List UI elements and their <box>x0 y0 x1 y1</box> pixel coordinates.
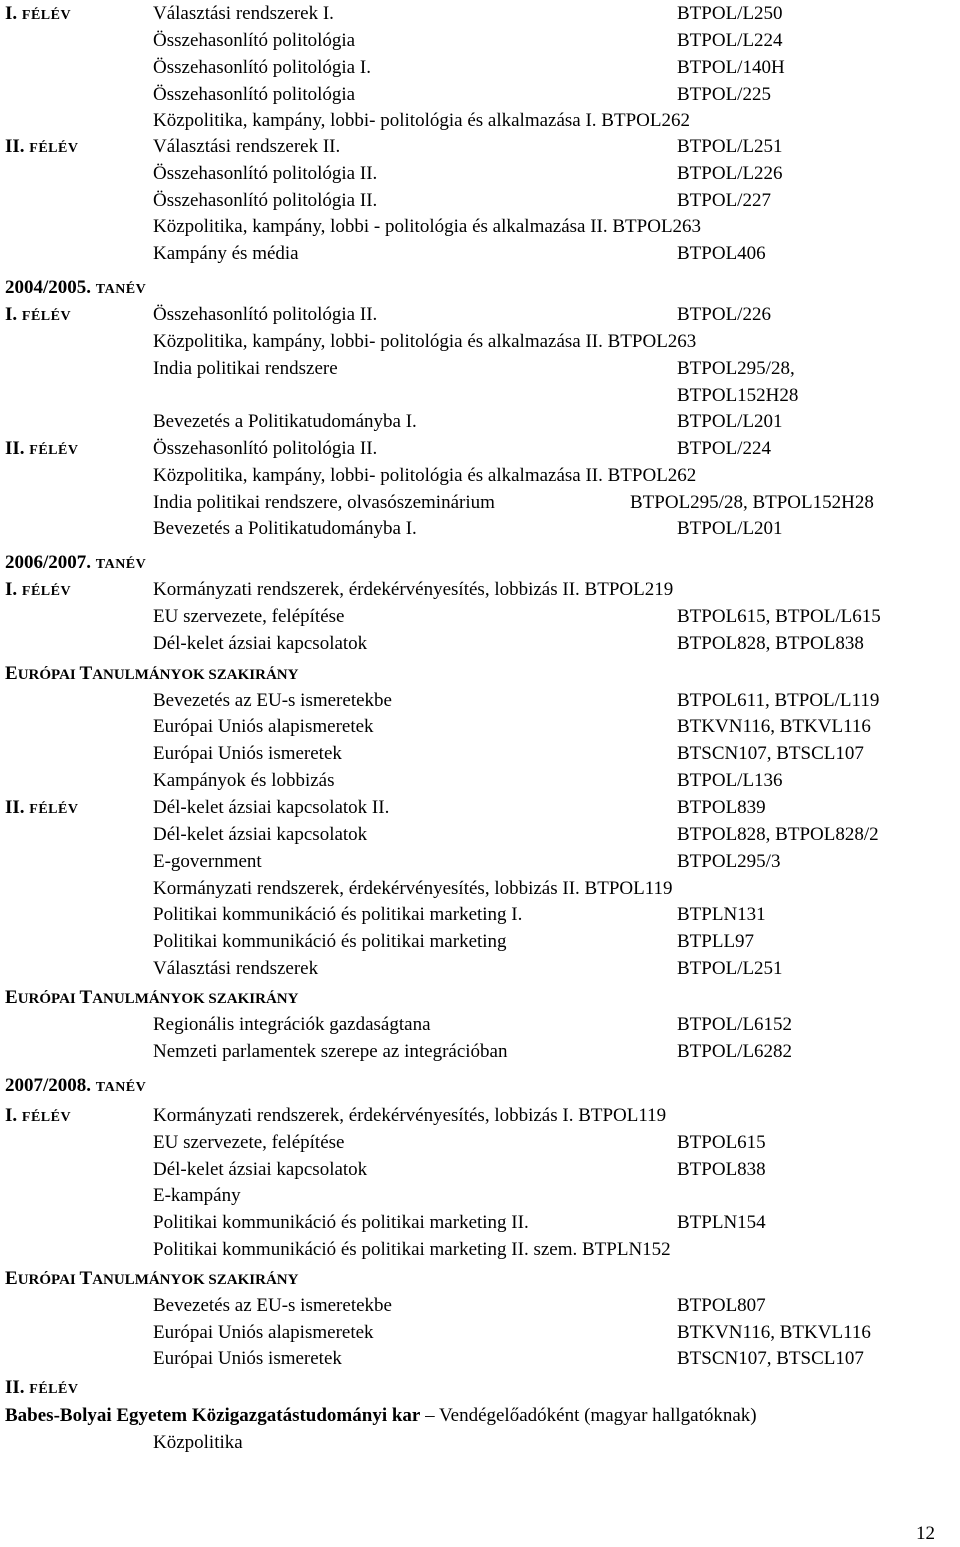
academic-year-heading <box>5 550 146 578</box>
course-code: BTPOL828, BTPOL838 <box>677 633 864 654</box>
list-item <box>0 1375 960 1401</box>
course-name: Összehasonlító politológia II. <box>153 304 378 325</box>
course-code: BTPOL406 <box>677 243 766 264</box>
list-item <box>0 409 960 435</box>
specialization-part: ANULMÁNYOK SZAKIRÁNY <box>92 1272 299 1288</box>
course-name: Európai Uniós alapismeretek <box>153 716 374 737</box>
list-item <box>0 463 960 489</box>
course-code: BTPOL828, BTPOL828/2 <box>677 824 879 845</box>
course-line: Közpolitika, kampány, lobbi- politológia és alkalmazása II. BTPOL262 <box>153 465 697 486</box>
semester-label <box>5 134 78 162</box>
list-item <box>0 550 960 576</box>
list-item <box>0 490 960 516</box>
list-item <box>0 604 960 630</box>
semester-number: I. <box>5 304 22 325</box>
list-item <box>0 902 960 928</box>
course-code: BTKVN116, BTKVL116 <box>677 1322 871 1343</box>
course-code: BTSCN107, BTSCL107 <box>677 743 864 764</box>
course-code: BTPOL807 <box>677 1295 766 1316</box>
course-line: Kormányzati rendszerek, érdekérvényesítés, lobbizás II. BTPOL219 <box>153 579 674 600</box>
list-item <box>0 714 960 740</box>
course-name: EU szervezete, felépítése <box>153 1132 345 1153</box>
course-name: Regionális integrációk gazdaságtana <box>153 1014 431 1035</box>
semester-label <box>5 577 71 605</box>
list-item <box>0 55 960 81</box>
course-code: BTPOL/L136 <box>677 770 783 791</box>
semester-word: FÉLÉV <box>21 1110 72 1125</box>
semester-word: FÉLÉV <box>29 443 79 458</box>
course-code: BTPLL97 <box>677 931 755 952</box>
list-item <box>0 768 960 794</box>
course-code: BTPOL/225 <box>677 84 771 105</box>
course-code: BTPLN131 <box>677 904 766 925</box>
course-code: BTKVN116, BTKVL116 <box>677 716 871 737</box>
specialization-part: E <box>5 987 18 1008</box>
list-item <box>0 929 960 955</box>
academic-year-word: TANÉV <box>95 557 147 572</box>
list-item <box>0 1039 960 1065</box>
course-name: Dél-kelet ázsiai kapcsolatok <box>153 824 368 845</box>
course-code: BTPOL/L250 <box>677 3 783 24</box>
course-code: BTPOL611, BTPOL/L119 <box>677 690 880 711</box>
course-name: Bevezetés a Politikatudományba I. <box>153 518 417 539</box>
university-name: Babes-Bolyai Egyetem Közigazgatástudományi kar <box>5 1405 421 1426</box>
list-item <box>0 383 960 409</box>
course-name: E-kampány <box>153 1185 241 1206</box>
list-item <box>0 1183 960 1209</box>
course-code: BTPOL/L6282 <box>677 1041 793 1062</box>
list-item <box>0 1 960 27</box>
course-name: Politikai kommunikáció és politikai marketing II. <box>153 1212 529 1233</box>
specialization-part: URÓPAI <box>17 991 80 1007</box>
semester-number: I. <box>5 1105 22 1126</box>
course-name: Nemzeti parlamentek szerepe az integrációban <box>153 1041 508 1062</box>
list-item <box>0 1403 960 1429</box>
list-item <box>0 956 960 982</box>
list-item <box>0 1346 960 1372</box>
course-name: India politikai rendszere <box>153 358 338 379</box>
guest-lecture-line <box>5 1403 757 1429</box>
semester-number: I. <box>5 579 22 600</box>
academic-year-word: TANÉV <box>95 1080 147 1095</box>
specialization-part: T <box>79 663 93 684</box>
academic-year-heading <box>5 275 146 303</box>
list-item <box>0 822 960 848</box>
semester-label <box>5 795 78 823</box>
guest-lecture-note: – Vendégelőadóként (magyar hallgatóknak) <box>420 1405 757 1426</box>
course-name: Választási rendszerek II. <box>153 136 341 157</box>
semester-word: FÉLÉV <box>29 141 79 156</box>
list-item <box>0 688 960 714</box>
course-name: Kampányok és lobbizás <box>153 770 335 791</box>
course-code: BTPOL295/3 <box>677 851 781 872</box>
semester-number: II. <box>5 1377 30 1398</box>
course-code: BTPOL838 <box>677 1159 766 1180</box>
course-code: BTPLN154 <box>677 1212 766 1233</box>
semester-label <box>5 436 78 464</box>
list-item <box>0 1130 960 1156</box>
course-line: Közpolitika, kampány, lobbi - politológia és alkalmazása II. BTPOL263 <box>153 216 702 237</box>
specialization-part: E <box>5 663 18 684</box>
list-item <box>0 241 960 267</box>
course-name: India politikai rendszere, olvasószeminárium <box>153 492 495 513</box>
page-number: 12 <box>916 1523 935 1544</box>
list-item <box>0 302 960 328</box>
list-item <box>0 161 960 187</box>
course-line: Közpolitika, kampány, lobbi- politológia és alkalmazása I. BTPOL262 <box>153 110 690 131</box>
semester-number: II. <box>5 797 30 818</box>
course-name: Összehasonlító politológia <box>153 30 356 51</box>
semester-word: FÉLÉV <box>21 309 72 324</box>
semester-label <box>5 1 71 29</box>
course-name: Kampány és média <box>153 243 299 264</box>
course-line: Kormányzati rendszerek, érdekérvényesítés, lobbizás II. BTPOL119 <box>153 878 673 899</box>
course-code: BTPOL152H28 <box>677 385 799 406</box>
list-item <box>0 329 960 355</box>
specialization-part: URÓPAI <box>17 1272 80 1288</box>
course-name: Dél-kelet ázsiai kapcsolatok <box>153 633 368 654</box>
semester-number: II. <box>5 136 30 157</box>
course-code: BTPOL/224 <box>677 438 771 459</box>
course-name: Összehasonlító politológia II. <box>153 163 378 184</box>
course-name: Dél-kelet ázsiai kapcsolatok <box>153 1159 368 1180</box>
specialization-part: T <box>79 1268 93 1289</box>
course-line: Politikai kommunikáció és politikai marketing II. szem. BTPLN152 <box>153 1239 671 1260</box>
course-name: Összehasonlító politológia I. <box>153 57 371 78</box>
list-item <box>0 188 960 214</box>
course-code: BTPOL/227 <box>677 190 771 211</box>
list-item <box>0 1073 960 1099</box>
specialization-part: URÓPAI <box>17 667 80 683</box>
course-name: Európai Uniós ismeretek <box>153 743 342 764</box>
list-item <box>0 134 960 160</box>
list-item <box>0 1320 960 1346</box>
course-code: BTPOL/L201 <box>677 411 783 432</box>
course-name: Választási rendszerek I. <box>153 3 334 24</box>
list-item <box>0 985 960 1011</box>
list-item <box>0 1012 960 1038</box>
list-item <box>0 876 960 902</box>
academic-year: 2004/2005. <box>5 277 96 298</box>
course-name: Politikai kommunikáció és politikai marketing I. <box>153 904 523 925</box>
course-code: BTPOL839 <box>677 797 766 818</box>
semester-word: FÉLÉV <box>29 802 79 817</box>
course-code: BTPOL/L224 <box>677 30 783 51</box>
semester-word: FÉLÉV <box>21 584 72 599</box>
course-code: BTPOL/L226 <box>677 163 783 184</box>
list-item <box>0 631 960 657</box>
course-code: BTPOL/L6152 <box>677 1014 793 1035</box>
list-item <box>0 661 960 687</box>
list-item <box>0 275 960 301</box>
course-name: Választási rendszerek <box>153 958 319 979</box>
course-code: BTPOL295/28, BTPOL152H28 <box>630 492 874 513</box>
course-name: Politikai kommunikáció és politikai marketing <box>153 931 507 952</box>
list-item <box>0 356 960 382</box>
specialization-part: ANULMÁNYOK SZAKIRÁNY <box>92 991 299 1007</box>
list-item <box>0 1210 960 1236</box>
course-code: BTPOL/L251 <box>677 136 783 157</box>
course-name: Összehasonlító politológia <box>153 84 356 105</box>
course-code: BTSCN107, BTSCL107 <box>677 1348 864 1369</box>
list-item <box>0 1103 960 1129</box>
academic-year: 2006/2007. <box>5 552 96 573</box>
list-item <box>0 436 960 462</box>
course-code: BTPOL/140H <box>677 57 785 78</box>
semester-label <box>5 1103 71 1131</box>
semester-number: II. <box>5 438 30 459</box>
semester-word: FÉLÉV <box>29 1382 79 1397</box>
list-item <box>0 108 960 134</box>
course-code: BTPOL295/28, <box>677 358 795 379</box>
course-name: Összehasonlító politológia II. <box>153 190 378 211</box>
list-item <box>0 741 960 767</box>
academic-year-heading <box>5 1073 146 1101</box>
course-line: Kormányzati rendszerek, érdekérvényesítés, lobbizás I. BTPOL119 <box>153 1105 667 1126</box>
course-name: Európai Uniós ismeretek <box>153 1348 342 1369</box>
list-item <box>0 82 960 108</box>
academic-year: 2007/2008. <box>5 1075 96 1096</box>
course-name: Bevezetés az EU-s ismeretekbe <box>153 1295 392 1316</box>
specialization-heading <box>5 1266 298 1293</box>
course-code: BTPOL615 <box>677 1132 766 1153</box>
course-code: BTPOL/L201 <box>677 518 783 539</box>
list-item <box>0 849 960 875</box>
course-name: Közpolitika <box>153 1432 243 1453</box>
specialization-part: E <box>5 1268 18 1289</box>
specialization-heading <box>5 661 298 688</box>
course-name: Európai Uniós alapismeretek <box>153 1322 374 1343</box>
course-name: Dél-kelet ázsiai kapcsolatok II. <box>153 797 390 818</box>
list-item <box>0 577 960 603</box>
course-name: Bevezetés a Politikatudományba I. <box>153 411 417 432</box>
semester-number: I. <box>5 3 22 24</box>
course-code: BTPOL/L251 <box>677 958 783 979</box>
list-item <box>0 1430 960 1456</box>
course-code: BTPOL/226 <box>677 304 771 325</box>
course-name: E-government <box>153 851 262 872</box>
semester-label <box>5 1375 78 1403</box>
specialization-heading <box>5 985 298 1012</box>
list-item <box>0 214 960 240</box>
list-item <box>0 1157 960 1183</box>
list-item <box>0 28 960 54</box>
course-code: BTPOL615, BTPOL/L615 <box>677 606 881 627</box>
specialization-part: T <box>79 987 93 1008</box>
list-item <box>0 516 960 542</box>
course-name: Bevezetés az EU-s ismeretekbe <box>153 690 392 711</box>
academic-year-word: TANÉV <box>95 282 147 297</box>
semester-label <box>5 302 71 330</box>
course-line: Közpolitika, kampány, lobbi- politológia és alkalmazása II. BTPOL263 <box>153 331 697 352</box>
semester-word: FÉLÉV <box>21 8 72 23</box>
course-name: Összehasonlító politológia II. <box>153 438 378 459</box>
list-item <box>0 1237 960 1263</box>
list-item <box>0 1293 960 1319</box>
course-name: EU szervezete, felépítése <box>153 606 345 627</box>
list-item <box>0 795 960 821</box>
specialization-part: ANULMÁNYOK SZAKIRÁNY <box>92 667 299 683</box>
list-item <box>0 1266 960 1292</box>
